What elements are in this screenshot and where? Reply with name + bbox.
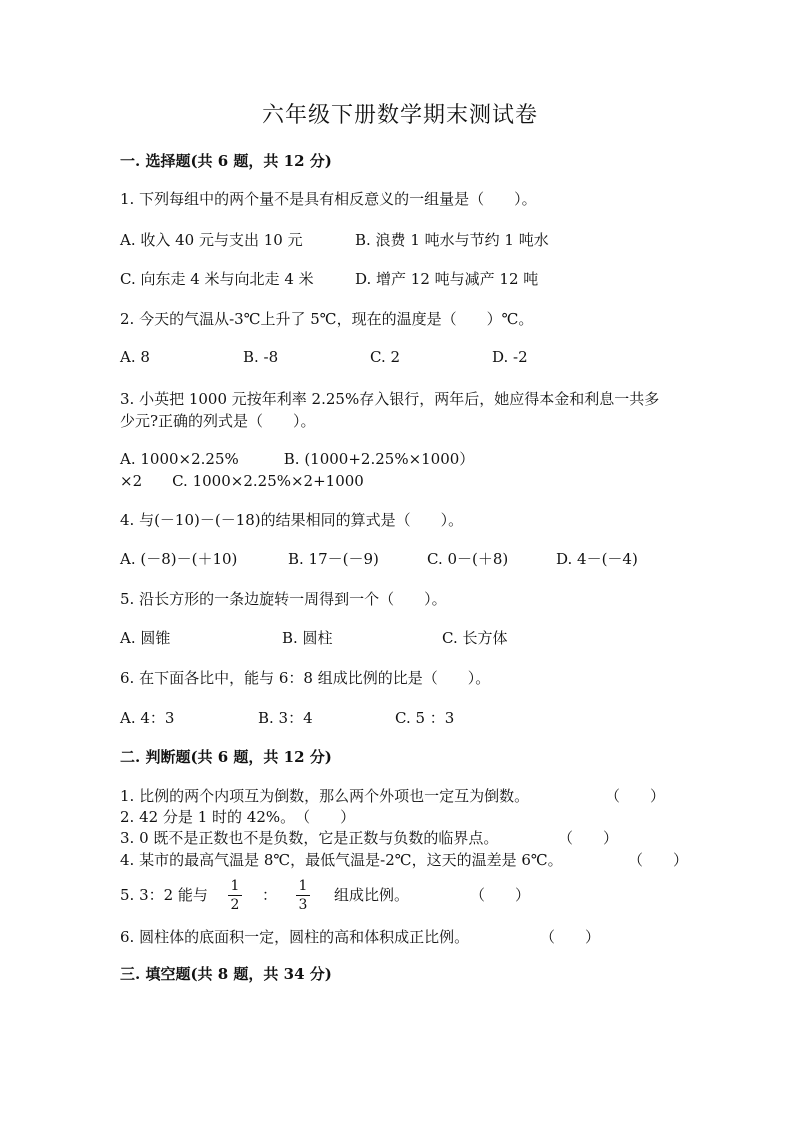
judge-4-answer-parens: （ ） xyxy=(628,851,689,869)
question-3-options-line1: A. 1000×2.25% B. (1000+2.25%×1000） xyxy=(120,450,475,468)
question-2-option-c: C. 2 xyxy=(370,348,401,366)
question-6-option-b: B. 3：4 xyxy=(258,709,313,727)
judge-3-answer-parens: （ ） xyxy=(558,829,619,847)
judge-4-statement: 4. 某市的最高气温是 8℃，最低气温是-2℃，这天的温差是 6℃。 xyxy=(120,851,563,869)
question-4-stem: 4. 与(－10)－(－18)的结果相同的算式是（ ）。 xyxy=(120,511,464,529)
judge-5-colon: ： xyxy=(262,886,278,904)
section-heading-judge: 二. 判断题(共 6 题，共 12 分) xyxy=(120,748,332,766)
question-4-option-d: D. 4－(－4) xyxy=(556,550,638,568)
question-2-stem: 2. 今天的气温从-3℃上升了 5℃，现在的温度是（ ）℃。 xyxy=(120,310,534,328)
fraction-one-half xyxy=(228,878,242,913)
question-2-option-a: A. 8 xyxy=(120,348,150,366)
judge-6-answer-parens: （ ） xyxy=(540,928,601,946)
question-5-option-b: B. 圆柱 xyxy=(282,629,333,647)
judge-5-answer-parens: （ ） xyxy=(470,886,531,904)
section-heading-choice: 一. 选择题(共 6 题，共 12 分) xyxy=(120,152,332,170)
question-4-option-a: A. (－8)－(＋10) xyxy=(120,550,238,568)
fraction-bar xyxy=(296,895,310,896)
question-1-stem: 1. 下列每组中的两个量不是具有相反意义的一组量是（ ）。 xyxy=(120,190,537,208)
section-heading-fill: 三. 填空题(共 8 题，共 34 分) xyxy=(120,965,332,983)
question-4-option-c: C. 0－(＋8) xyxy=(427,550,509,568)
question-5-stem: 5. 沿长方形的一条边旋转一周得到一个（ ）。 xyxy=(120,590,447,608)
judge-5-statement-end: 组成比例。 xyxy=(334,886,410,904)
fraction-one-third xyxy=(296,878,310,913)
question-2-option-b: B. -8 xyxy=(243,348,279,366)
question-1-option-c: C. 向东走 4 米与向北走 4 米 xyxy=(120,270,314,288)
question-6-option-c: C. 5 ：3 xyxy=(395,709,455,727)
page-title: 六年级下册数学期末测试卷 xyxy=(261,103,538,128)
question-1-option-a: A. 收入 40 元与支出 10 元 xyxy=(120,231,303,249)
question-1-option-d: D. 增产 12 吨与减产 12 吨 xyxy=(355,270,539,288)
judge-1-answer-parens: （ ） xyxy=(605,787,666,805)
question-1-option-b: B. 浪费 1 吨水与节约 1 吨水 xyxy=(355,231,549,249)
question-3-stem-line1: 3. 小英把 1000 元按年利率 2.25%存入银行，两年后，她应得本金和利息一共多 xyxy=(120,390,660,408)
fraction-numerator: 1 xyxy=(298,878,308,894)
question-5-option-a: A. 圆锥 xyxy=(120,629,171,647)
fraction-denominator: 2 xyxy=(230,897,240,913)
question-3-stem-line2: 少元?正确的列式是（ ）。 xyxy=(120,412,316,430)
judge-6-statement: 6. 圆柱体的底面积一定，圆柱的高和体积成正比例。 xyxy=(120,928,470,946)
question-3-options-line2: ×2 C. 1000×2.25%×2+1000 xyxy=(120,472,364,490)
fraction-bar xyxy=(228,895,242,896)
question-4-option-b: B. 17－(－9) xyxy=(288,550,379,568)
judge-1-statement: 1. 比例的两个内项互为倒数，那么两个外项也一定互为倒数。 xyxy=(120,787,530,805)
question-2-option-d: D. -2 xyxy=(492,348,528,366)
fraction-numerator: 1 xyxy=(230,878,240,894)
question-5-option-c: C. 长方体 xyxy=(442,629,508,647)
fraction-denominator: 3 xyxy=(298,897,308,913)
judge-2-statement: 2. 42 分是 1 时的 42%。 （ ） xyxy=(120,808,356,826)
judge-3-statement: 3. 0 既不是正数也不是负数，它是正数与负数的临界点。 xyxy=(120,829,499,847)
question-6-option-a: A. 4：3 xyxy=(120,709,175,727)
question-6-stem: 6. 在下面各比中，能与 6：8 组成比例的比是（ ）。 xyxy=(120,669,491,687)
judge-5-statement-start: 5. 3：2 能与 xyxy=(120,886,208,904)
